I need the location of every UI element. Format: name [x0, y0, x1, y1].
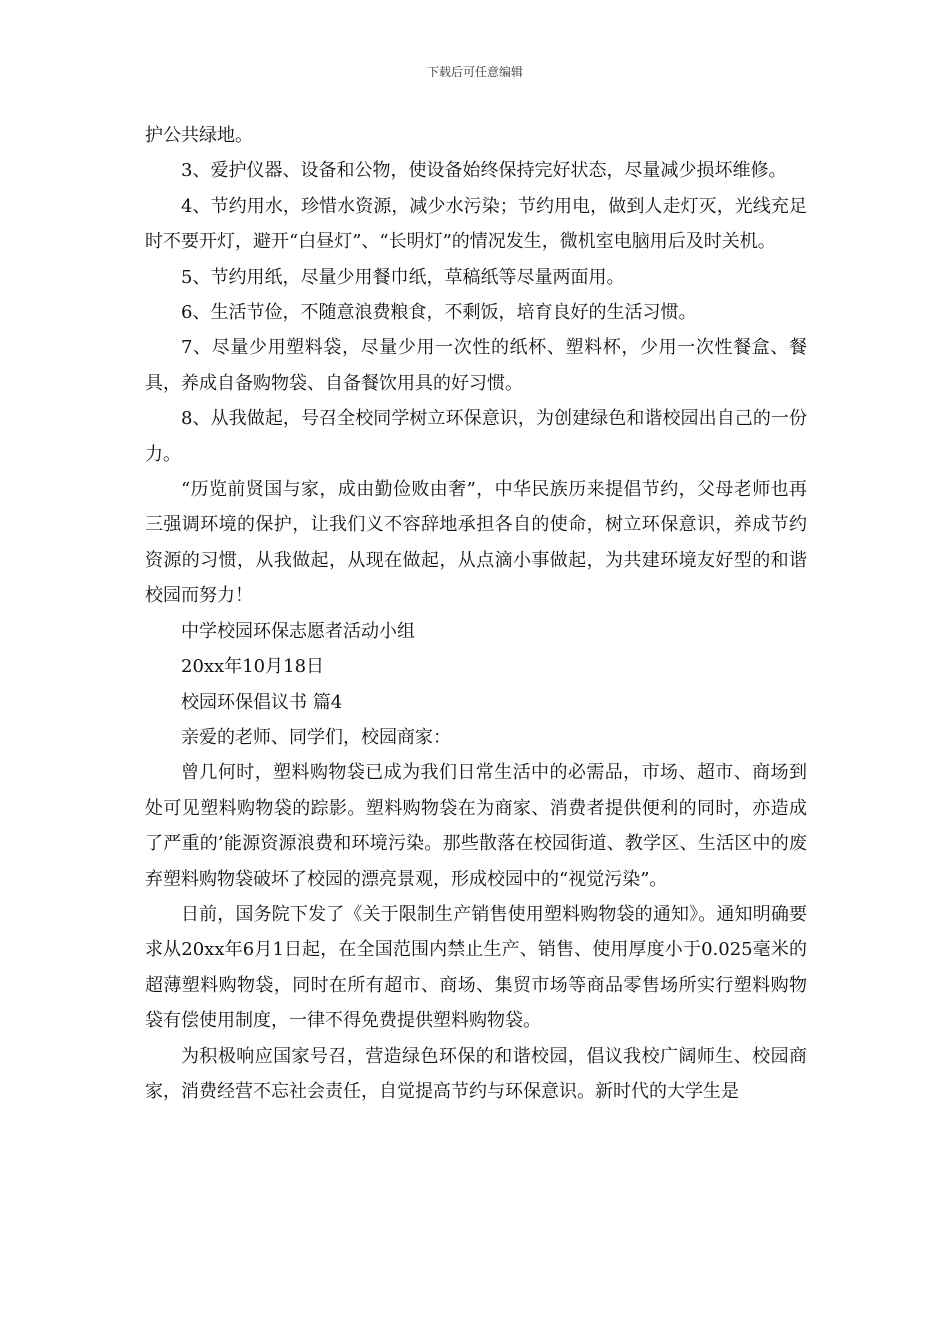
paragraph: 为积极响应国家号召，营造绿色环保的和谐校园，倡议我校广阔师生、校园商家，消费经营不忘社会责任，自觉提高节约与环保意识。新时代的大学生是 [145, 1045, 807, 1102]
salutation: 亲爱的老师、同学们，校园商家： [181, 726, 451, 748]
section-title: 校园环保倡议书 篇4 [181, 691, 343, 713]
paragraph: 护公共绿地。 [145, 125, 253, 146]
paragraph: 8、从我做起，号召全校同学树立环保意识，为创建绿色和谐校园出自己的一份力。 [145, 408, 807, 465]
paragraph: 5、节约用纸，尽量少用餐巾纸，草稿纸等尽量两面用。 [181, 266, 625, 288]
paragraph: 曾几何时，塑料购物袋已成为我们日常生活中的必需品，市场、超市、商场到处可见塑料购物袋的踪影。塑料购物袋在为商家、消费者提供便利的同时，亦造成了严重的’能源资源浪费和环境污染。那些散落在校园街道、教学区、生活区中的废弃塑料购物袋破坏了校园的漂亮景观，形成校园中的“视觉污染”。 [145, 762, 807, 890]
paragraph: 7、尽量少用塑料袋，尽量少用一次性的纸杯、塑料杯，少用一次性餐盒、餐具，养成自备购物袋、自备餐饮用具的好习惯。 [145, 337, 807, 394]
paragraph: “历览前贤国与家，成由勤俭败由奢”，中华民族历来提倡节约，父母老师也再三强调环境的保护，让我们义不容辞地承担各自的使命，树立环保意识，养成节约资源的习惯，从我做起，从现在做起，从点滴小事做起，为共建环境友好型的和谐校园而努力！ [145, 479, 807, 607]
paragraph: 4、节约用水，珍惜水资源，减少水污染；节约用电，做到人走灯灭，光线充足时不要开灯，避开“白昼灯”、“长明灯”的情况发生，微机室电脑用后及时关机。 [145, 195, 807, 253]
page-header-note: 下载后可任意编辑 [426, 65, 523, 79]
paragraph: 日前，国务院下发了《关于限制生产销售使用塑料购物袋的通知》。通知明确要求从20xx年6月1日起，在全国范围内禁止生产、销售、使用厚度小于0.025毫米的超薄塑料购物袋，同时在所有超市、商场、集贸市场等商品零售场所实行塑料购物袋有偿使用制度，一律不得免费提供塑料购物袋。 [145, 903, 807, 1032]
signature-date: 20xx年10月18日 [181, 656, 325, 678]
paragraph: 3、爱护仪器、设备和公物，使设备始终保持完好状态，尽量减少损坏维修。 [181, 160, 787, 182]
document-body [145, 118, 807, 1109]
signature-group: 中学校园环保志愿者活动小组 [181, 620, 415, 642]
paragraph: 6、生活节俭，不随意浪费粮食，不剩饭，培育良好的生活习惯。 [181, 302, 697, 324]
